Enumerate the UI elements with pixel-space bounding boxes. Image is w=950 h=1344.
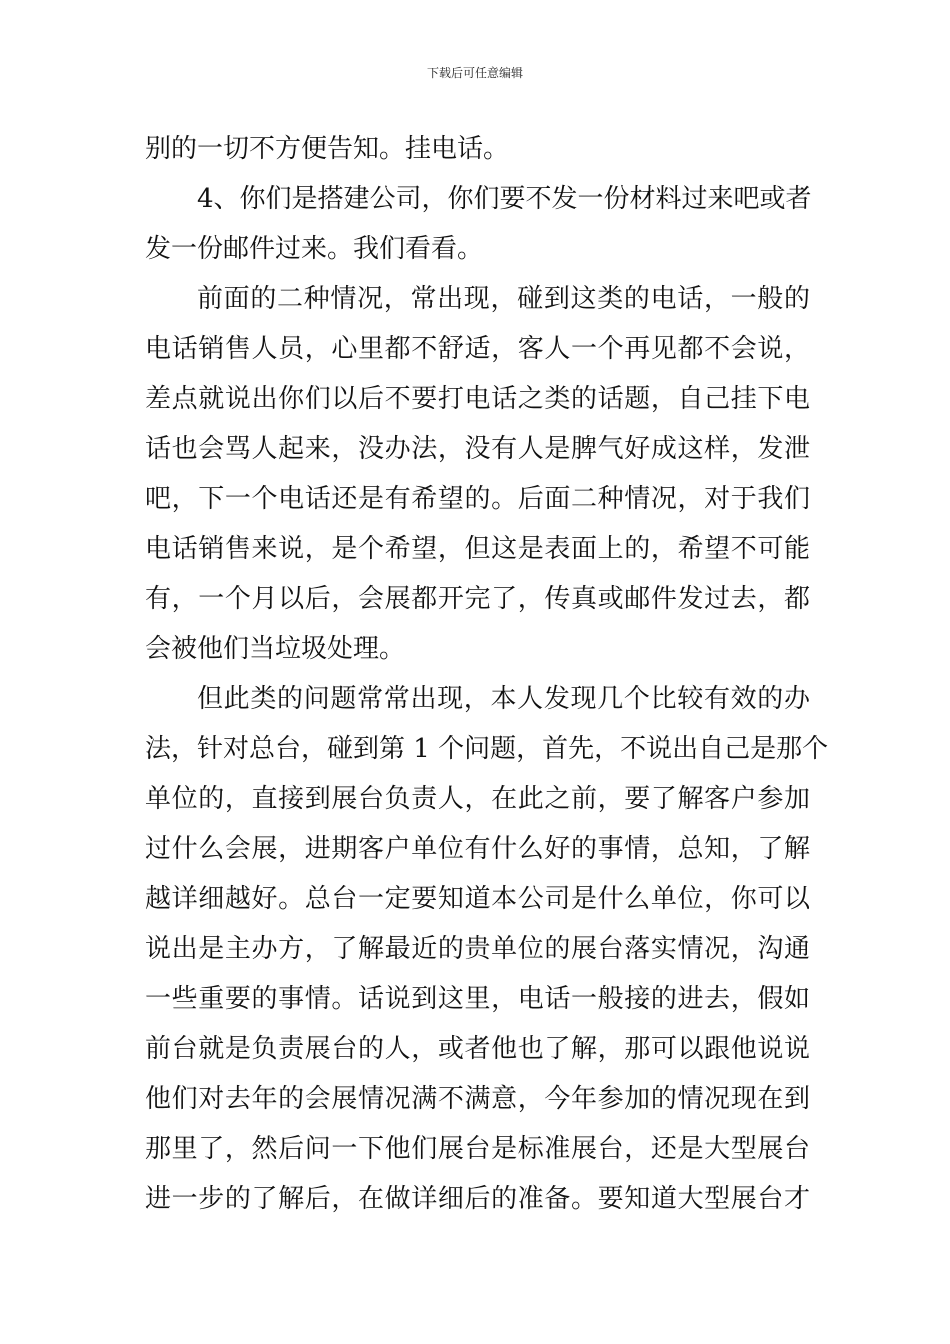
text-line: 会被他们当垃圾处理。 — [145, 634, 406, 664]
paragraph-1 — [145, 124, 810, 174]
paragraph-2 — [145, 174, 810, 274]
text-line: 话也会骂人起来，没办法，没有人是脾气好成这样，发泄 — [145, 434, 810, 464]
text-line: 但此类的问题常常出现，本人发现几个比较有效的办 — [197, 684, 810, 714]
text-line: 4、你们是搭建公司，你们要不发一份材料过来吧或者 — [197, 184, 812, 214]
text-line: 越详细越好。总台一定要知道本公司是什么单位，你可以 — [145, 884, 810, 914]
text-line: 说出是主办方，了解最近的贵单位的展台落实情况，沟通 — [145, 934, 810, 964]
text-line: 法，针对总台，碰到第 1 个问题，首先，不说出自己是那个 — [145, 734, 829, 764]
text-line: 前台就是负责展台的人，或者他也了解，那可以跟他说说 — [145, 1034, 810, 1064]
text-line: 别的一切不方便告知。挂电话。 — [145, 134, 510, 164]
text-line: 单位的，直接到展台负责人，在此之前，要了解客户参加 — [145, 784, 810, 814]
text-line: 过什么会展，进期客户单位有什么好的事情，总知，了解 — [145, 834, 810, 864]
text-line: 那里了，然后问一下他们展台是标准展台，还是大型展台 — [145, 1134, 810, 1164]
text-line: 差点就说出你们以后不要打电话之类的话题，自己挂下电 — [145, 384, 810, 414]
text-line: 一些重要的事情。话说到这里，电话一般接的进去，假如 — [145, 984, 810, 1014]
text-line: 前面的二种情况，常出现，碰到这类的电话，一般的 — [197, 284, 810, 314]
text-line: 进一步的了解后，在做详细后的准备。要知道大型展台才 — [145, 1184, 810, 1214]
text-line: 他们对去年的会展情况满不满意，今年参加的情况现在到 — [145, 1084, 810, 1114]
text-line: 有，一个月以后，会展都开完了，传真或邮件发过去，都 — [145, 584, 810, 614]
text-line: 发一份邮件过来。我们看看。 — [145, 234, 484, 264]
text-line: 电话销售人员，心里都不舒适，客人一个再见都不会说， — [145, 334, 810, 364]
text-line: 电话销售来说，是个希望，但这是表面上的，希望不可能 — [145, 534, 810, 564]
page-header: 下载后可任意编辑 — [426, 66, 523, 80]
document-body — [145, 124, 829, 1224]
paragraph-3 — [145, 274, 810, 674]
paragraph-4 — [145, 674, 829, 1224]
text-line: 吧，下一个电话还是有希望的。后面二种情况，对于我们 — [145, 484, 810, 514]
